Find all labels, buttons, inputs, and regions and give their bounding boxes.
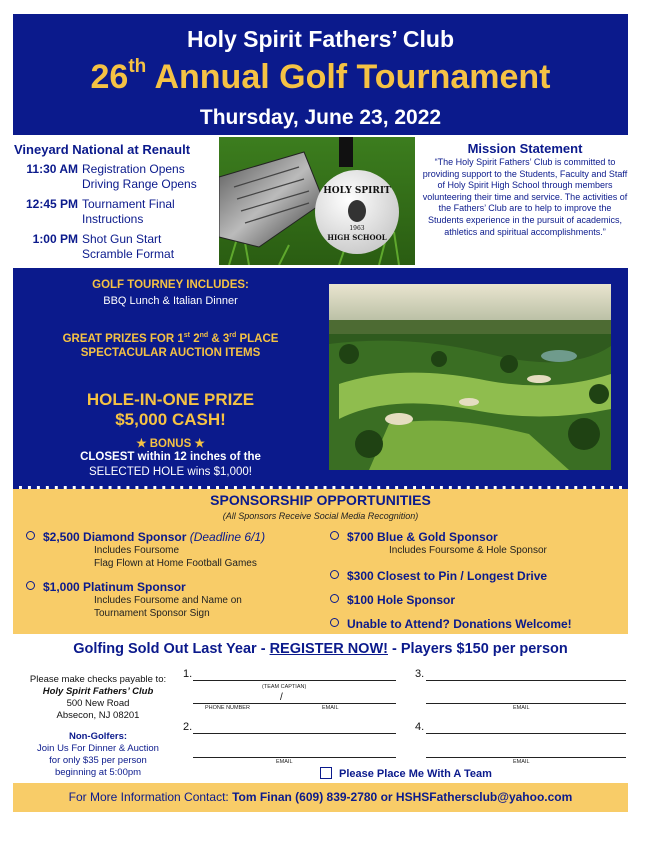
option-circle-icon (330, 594, 339, 603)
course-aerial-photo (329, 284, 611, 470)
mission-body: “The Holy Spirit Fathers’ Club is committed to providing support to the Students, Faculty and Staff of Holy Spirit High School through members volunteering their time and service. The activities of the Fathers’ Club are to help to improve the Students experience in the pursuit of academics, athletics and spiritual accomplishments.” (422, 157, 628, 237)
mission-heading: Mission Statement (467, 141, 583, 156)
meals-text: BBQ Lunch & Italian Dinner (103, 295, 238, 307)
payment-info: Please make checks payable to: Holy Spirit Fathers’ Club 500 New Road Absecon, NJ 08201 (29, 674, 167, 721)
svg-text:1963: 1963 (349, 225, 365, 232)
cash-prize: $5,000 CASH! (115, 410, 226, 429)
prizes-text: GREAT PRIZES FOR 1st 2nd & 3rd PLACE (62, 332, 279, 345)
player-1-contact-field[interactable] (193, 703, 396, 704)
team-placement-checkbox[interactable]: Please Place Me With A Team (320, 767, 492, 780)
option-circle-icon (330, 570, 339, 579)
sponsor-option-donation[interactable]: Unable to Attend? Donations Welcome! (330, 617, 572, 631)
tournament-title: 26th Annual Golf Tournament (90, 56, 551, 96)
register-heading: Golfing Sold Out Last Year - REGISTER NOW! - Players $150 per person (73, 641, 568, 657)
golf-ball-photo (219, 137, 415, 265)
register-now-link[interactable]: REGISTER NOW! (269, 641, 388, 657)
email-label: EMAIL (513, 759, 530, 765)
bonus-label: ★ BONUS ★ (136, 438, 205, 450)
ball-text-top: HOLY SPIRIT (323, 186, 391, 196)
option-circle-icon (26, 531, 35, 540)
player-3-number: 3. (415, 668, 425, 680)
venue-name: Vineyard National at Renault (14, 142, 191, 157)
option-circle-icon (330, 531, 339, 540)
schedule-item: 12:45 PM Tournament Final Instructions (25, 197, 175, 226)
checkbox-icon (320, 767, 332, 779)
team-captain-label: (TEAM CAPTIAN) (262, 684, 307, 690)
player-3-name-field[interactable] (426, 680, 626, 681)
club-name: Holy Spirit Fathers’ Club (186, 26, 455, 52)
player-1-number: 1. (183, 668, 193, 680)
player-4-number: 4. (415, 721, 425, 733)
event-date: Thursday, June 23, 2022 (199, 106, 442, 129)
header-banner (13, 14, 628, 135)
hole-in-one-heading: HOLE-IN-ONE PRIZE (86, 390, 255, 409)
sponsorship-heading: SPONSORSHIP OPPORTUNITIES (210, 492, 431, 508)
email-label: EMAIL (513, 705, 530, 711)
sponsor-option-blue-gold[interactable]: $700 Blue & Gold Sponsor Includes Foursome & Hole Sponsor (330, 530, 547, 557)
sponsor-option-hole[interactable]: $100 Hole Sponsor (330, 593, 455, 607)
player-4-name-field[interactable] (426, 733, 626, 734)
sponsorship-subtitle: (All Sponsors Receive Social Media Recognition) (222, 511, 419, 521)
player-4-email-field[interactable] (426, 757, 626, 758)
player-1-name-field[interactable] (193, 680, 396, 681)
closest-text: CLOSEST within 12 inches of the (80, 451, 261, 463)
schedule (14, 162, 214, 267)
player-3-email-field[interactable] (426, 703, 626, 704)
phone-number-label: PHONE NUMBER (205, 705, 250, 711)
player-2-number: 2. (183, 721, 193, 733)
schedule-item: 11:30 AM Registration Opens Driving Range Opens (26, 162, 197, 191)
email-label: EMAIL (322, 705, 339, 711)
player-2-email-field[interactable] (193, 757, 396, 758)
non-golfers-info: Non-Golfers: Join Us For Dinner & Auction for only $35 per person beginning at 5:00pm (37, 731, 159, 778)
contact-footer: For More Information Contact: Tom Finan (609) 839-2780 or HSHSFathersclub@yahoo.com (13, 783, 628, 812)
selected-hole-text: SELECTED HOLE wins $1,000! (89, 466, 252, 478)
schedule-item: 1:00 PM Shot Gun Start Scramble Format (32, 232, 175, 261)
option-circle-icon (330, 618, 339, 627)
auction-text: SPECTACULAR AUCTION ITEMS (80, 347, 261, 359)
sponsor-option-platinum[interactable]: $1,000 Platinum Sponsor Includes Foursome and Name on Tournament Sponsor Sign (26, 580, 242, 620)
email-label: EMAIL (276, 759, 293, 765)
mission-statement (420, 141, 630, 238)
option-circle-icon (26, 581, 35, 590)
includes-heading: GOLF TOURNEY INCLUDES: (92, 279, 249, 291)
player-2-name-field[interactable] (193, 733, 396, 734)
sponsor-option-diamond[interactable]: $2,500 Diamond Sponsor (Deadline 6/1) Includes Foursome Flag Flown at Home Football Games (26, 530, 265, 570)
sponsorship-panel (13, 489, 628, 634)
sponsor-option-closest-pin[interactable]: $300 Closest to Pin / Longest Drive (330, 569, 547, 583)
svg-text:HIGH SCHOOL: HIGH SCHOOL (327, 233, 387, 242)
